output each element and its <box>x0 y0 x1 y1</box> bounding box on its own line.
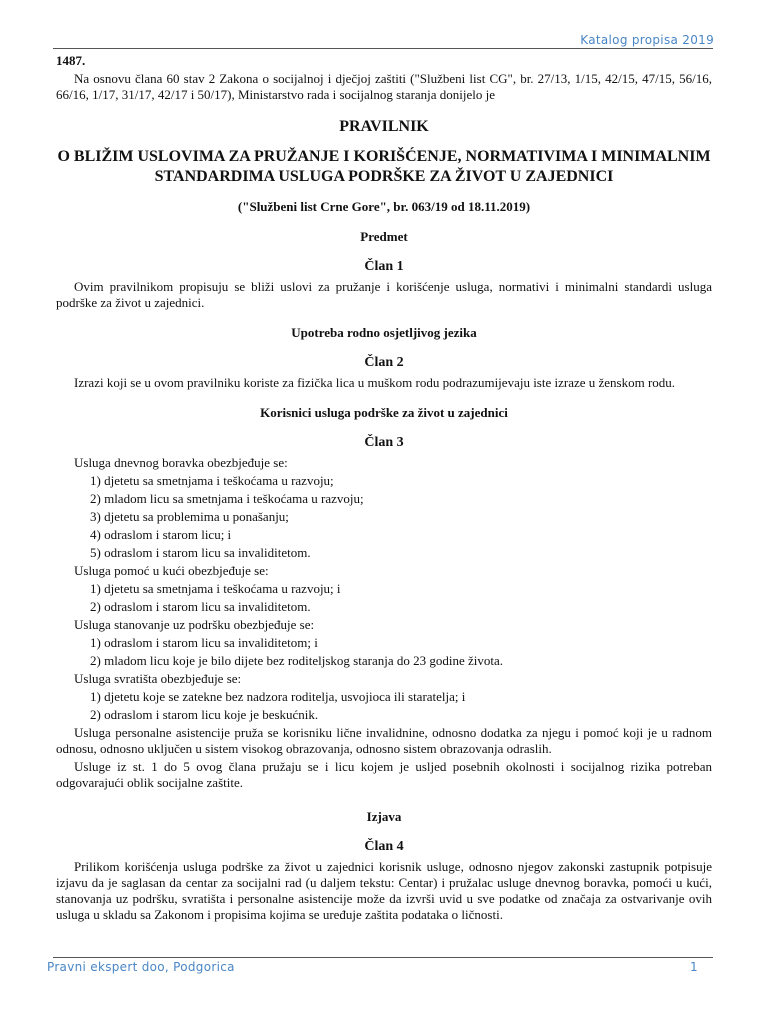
list-item: 1) odraslom i starom licu sa invaliditetom; i <box>90 635 318 650</box>
list-item: 5) odraslom i starom licu sa invaliditetom. <box>90 545 311 560</box>
list-item: 3) djetetu sa problemima u ponašanju; <box>90 509 289 524</box>
list-intro: Usluga dnevnog boravka obezbjeđuje se: <box>74 455 288 470</box>
paragraph: Usluge iz st. 1 do 5 ovog člana pružaju se i licu kojem je usljed posebnih okolnosti i socijalnog rizika potreban odgovarajući oblik socijalne zaštite. <box>56 759 712 790</box>
preamble: Na osnovu člana 60 stav 2 Zakona o socijalnoj i dječjoj zaštiti ("Službeni list CG", br. 27/13, 1/15, 42/15, 47/15, 56/16, 66/16, 1/17, 31/17, 42/17 i 50/17), Ministarstvo rada i socijalnog staranja donijelo je <box>56 71 712 102</box>
paragraph: Ovim pravilnikom propisuju se bliži uslovi za pružanje i korišćenje usluga, normativi i minimalni standardi usluga podrške za život u zajednici. <box>56 279 712 310</box>
document-body <box>56 53 712 923</box>
list-intro: Usluga stanovanje uz podršku obezbjeđuje se: <box>74 617 315 632</box>
section-heading: Predmet <box>360 229 408 244</box>
gazette-reference: ("Službeni list Crne Gore", br. 063/19 od 18.11.2019) <box>237 199 531 214</box>
list-item: 2) odraslom i starom licu sa invaliditetom. <box>90 599 311 614</box>
article-heading: Član 1 <box>364 259 404 274</box>
list-item: 2) mladom licu koje je bilo dijete bez roditeljskog staranja do 23 godine života. <box>90 653 504 668</box>
header-brand: Katalog propisa 2019 <box>580 33 714 47</box>
header-divider <box>53 48 713 49</box>
paragraph: Usluga personalne asistencije pruža se korisniku lične invalidnine, odnosno dodatka za njegu i pomoć koji je u radnom odnosu, odnosno uključen u sistem visokog obrazovanja, odnosno sistem obrazovanja odraslih. <box>56 725 712 756</box>
list-item: 1) djetetu koje se zatekne bez nadzora roditelja, usvojioca ili staratelja; i <box>90 689 466 704</box>
footer-divider <box>53 957 713 958</box>
list-item: 1) djetetu sa smetnjama i teškoćama u razvoju; i <box>90 581 341 596</box>
document-title: PRAVILNIK <box>339 118 429 135</box>
document-subtitle: O BLIŽIM USLOVIMA ZA PRUŽANJE I KORIŠĆENJE, NORMATIVIMA I MINIMALNIM STANDARDIMA USLUGA PODRŠKE ZA ŽIVOT U ZAJEDNICI <box>57 148 711 185</box>
act-number: 1487. <box>56 53 86 68</box>
list-item: 1) djetetu sa smetnjama i teškoćama u razvoju; <box>90 473 334 488</box>
page-number: 1 <box>690 960 698 974</box>
article-heading: Član 2 <box>364 355 404 370</box>
paragraph: Izrazi koji se u ovom pravilniku koriste za fizička lica u muškom rodu podrazumijevaju iste izraze u ženskom rodu. <box>74 375 676 390</box>
section-heading: Upotreba rodno osjetljivog jezika <box>291 325 477 340</box>
article-heading: Član 4 <box>364 839 404 854</box>
list-intro: Usluga svratišta obezbjeđuje se: <box>74 671 242 686</box>
list-intro: Usluga pomoć u kući obezbjeđuje se: <box>74 563 269 578</box>
section-heading: Izjava <box>366 809 402 824</box>
paragraph: Prilikom korišćenja usluga podrške za život u zajednici korisnik usluge, odnosno njegov zakonski zastupnik potpisuje izjavu da je saglasan da centar za socijalni rad (u daljem tekstu: Centar) i pružalac usluge dnevnog boravka, pomoći u kući, stanovanja uz podršku, svratišta i personalne asistencije može da izvrši uvid u sve podatke od značaja za ostvarivanje ovih usluga u skladu sa Zakonom i propisima kojima se uređuje zaštita podataka o ličnosti. <box>56 859 712 922</box>
footer-publisher: Pravni ekspert doo, Podgorica <box>47 960 235 974</box>
article-heading: Član 3 <box>364 435 404 450</box>
list-item: 2) odraslom i starom licu koje je beskućnik. <box>90 707 319 722</box>
list-item: 4) odraslom i starom licu; i <box>90 527 232 542</box>
section-heading: Korisnici usluga podrške za život u zajednici <box>260 405 508 420</box>
list-item: 2) mladom licu sa smetnjama i teškoćama u razvoju; <box>90 491 364 506</box>
